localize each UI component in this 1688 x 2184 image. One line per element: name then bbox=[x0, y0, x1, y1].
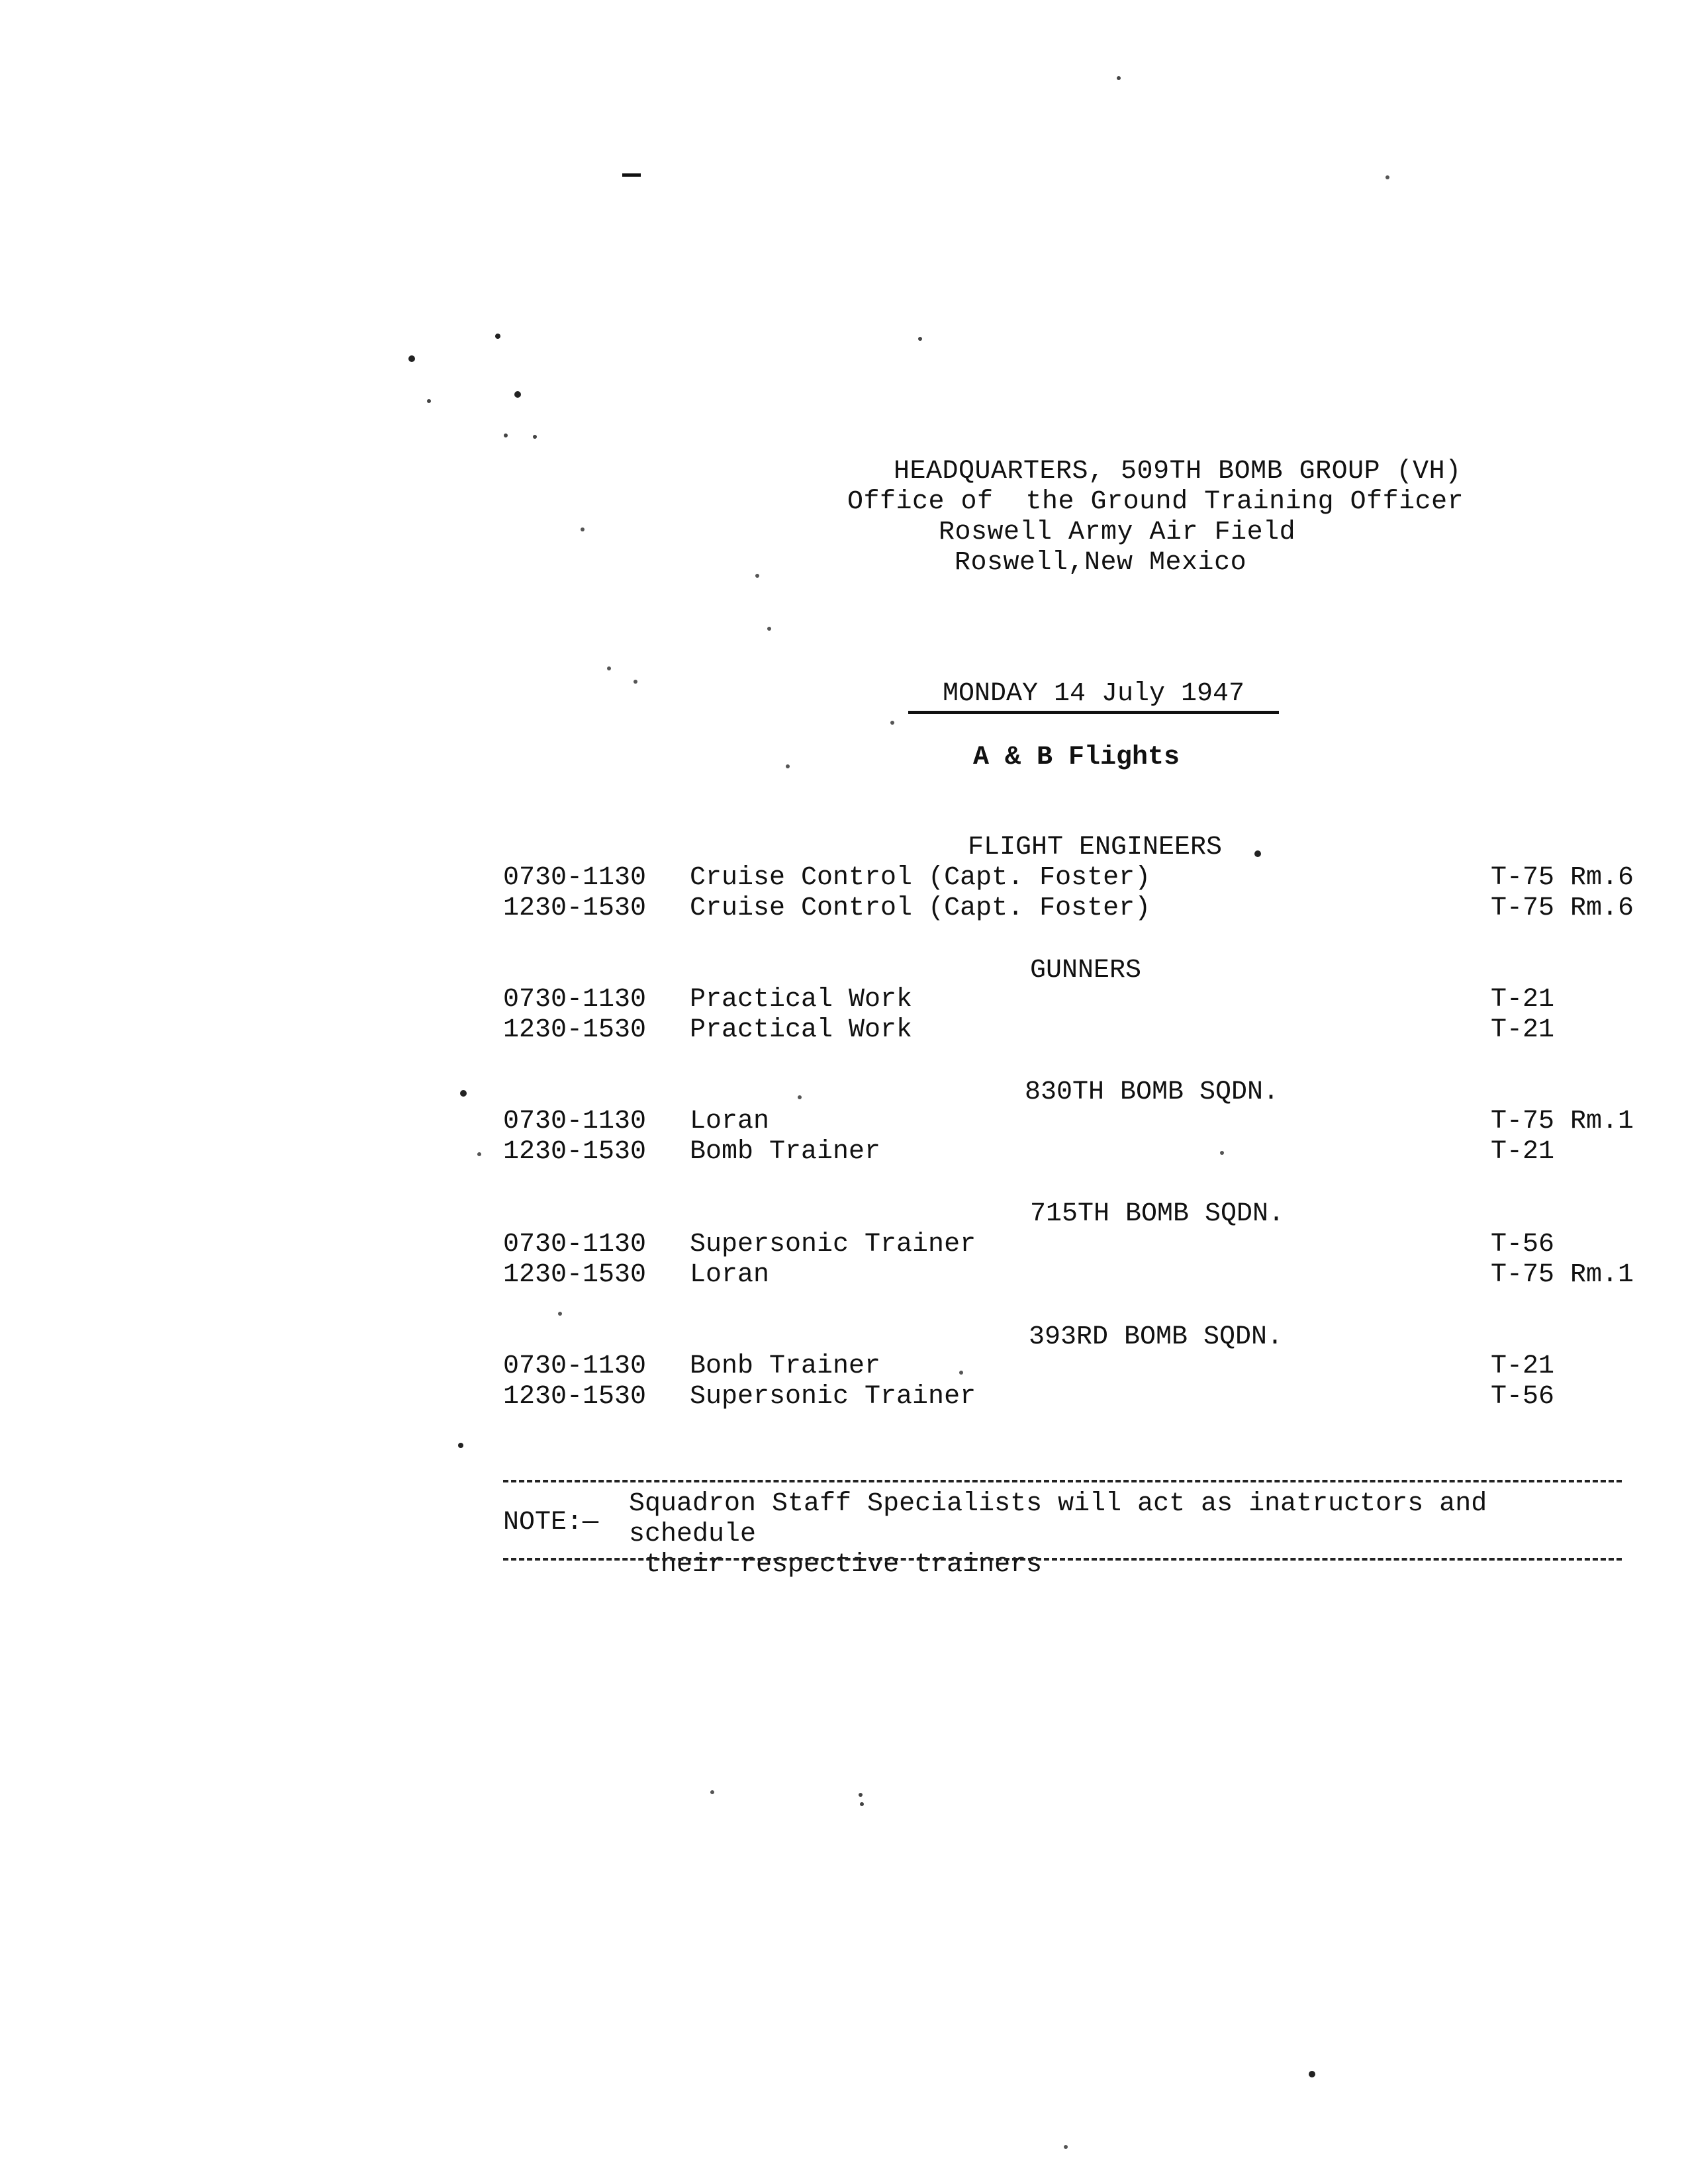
course-name: Supersonic Trainer bbox=[690, 1230, 976, 1259]
section-title-393rd-bomb-sqdn: 393RD BOMB SQDN. bbox=[1029, 1322, 1284, 1352]
location: T-56 bbox=[1491, 1230, 1555, 1259]
location: T-56 bbox=[1491, 1382, 1555, 1412]
time-slot: 1230-1530 bbox=[503, 1382, 647, 1412]
course-name: Bomb Trainer bbox=[690, 1137, 881, 1167]
course-name: Cruise Control (Capt. Foster) bbox=[690, 893, 1151, 923]
course-name: Loran bbox=[690, 1260, 770, 1290]
note-label: NOTE:— bbox=[503, 1508, 599, 1537]
section-title-715th-bomb-sqdn: 715TH BOMB SQDN. bbox=[1030, 1199, 1285, 1229]
time-slot: 1230-1530 bbox=[503, 893, 647, 923]
note-text: Squadron Staff Specialists will act as inatructors and schedule their respective trainers bbox=[629, 1489, 1487, 1580]
table-row bbox=[503, 863, 1642, 893]
note-top-rule bbox=[503, 1480, 1622, 1482]
table-row bbox=[503, 985, 1642, 1015]
table-row bbox=[503, 1137, 1642, 1167]
time-slot: 1230-1530 bbox=[503, 1260, 647, 1290]
letterhead-organization: HEADQUARTERS, 509TH BOMB GROUP (VH) bbox=[894, 457, 1462, 486]
time-slot: 0730-1130 bbox=[503, 1351, 647, 1381]
table-row bbox=[503, 1260, 1642, 1291]
course-name: Loran bbox=[690, 1107, 770, 1136]
section-title-830th-bomb-sqdn: 830TH BOMB SQDN. bbox=[1025, 1077, 1280, 1107]
letterhead-city: Roswell,New Mexico bbox=[955, 548, 1247, 578]
table-row bbox=[503, 1107, 1642, 1137]
location: T-21 bbox=[1491, 1351, 1555, 1381]
time-slot: 0730-1130 bbox=[503, 1230, 647, 1259]
course-name: Practical Work bbox=[690, 985, 913, 1015]
table-row bbox=[503, 1382, 1642, 1412]
time-slot: 0730-1130 bbox=[503, 985, 647, 1015]
location: T-75 Rm.1 bbox=[1491, 1107, 1634, 1136]
location: T-21 bbox=[1491, 985, 1555, 1015]
location: T-75 Rm.1 bbox=[1491, 1260, 1634, 1290]
location: T-21 bbox=[1491, 1137, 1555, 1167]
schedule-date: MONDAY 14 July 1947 bbox=[908, 678, 1279, 714]
flights-subheading: A & B Flights bbox=[973, 743, 1180, 772]
course-name: Supersonic Trainer bbox=[690, 1382, 976, 1412]
time-slot: 0730-1130 bbox=[503, 863, 647, 893]
note-bottom-rule bbox=[503, 1558, 1622, 1561]
table-row bbox=[503, 1015, 1642, 1046]
letterhead-office: Office of the Ground Training Officer bbox=[847, 487, 1464, 517]
table-row bbox=[503, 1230, 1642, 1260]
table-row bbox=[503, 1351, 1642, 1382]
time-slot: 1230-1530 bbox=[503, 1137, 647, 1167]
time-slot: 1230-1530 bbox=[503, 1015, 647, 1045]
course-name: Practical Work bbox=[690, 1015, 913, 1045]
section-title-flight-engineers: FLIGHT ENGINEERS bbox=[968, 833, 1223, 862]
section-title-gunners: GUNNERS bbox=[1030, 956, 1142, 985]
course-name: Bonb Trainer bbox=[690, 1351, 881, 1381]
table-row bbox=[503, 893, 1642, 924]
location: T-75 Rm.6 bbox=[1491, 863, 1634, 893]
letterhead-airfield: Roswell Army Air Field bbox=[939, 518, 1296, 547]
course-name: Cruise Control (Capt. Foster) bbox=[690, 863, 1151, 893]
time-slot: 0730-1130 bbox=[503, 1107, 647, 1136]
location: T-75 Rm.6 bbox=[1491, 893, 1634, 923]
location: T-21 bbox=[1491, 1015, 1555, 1045]
